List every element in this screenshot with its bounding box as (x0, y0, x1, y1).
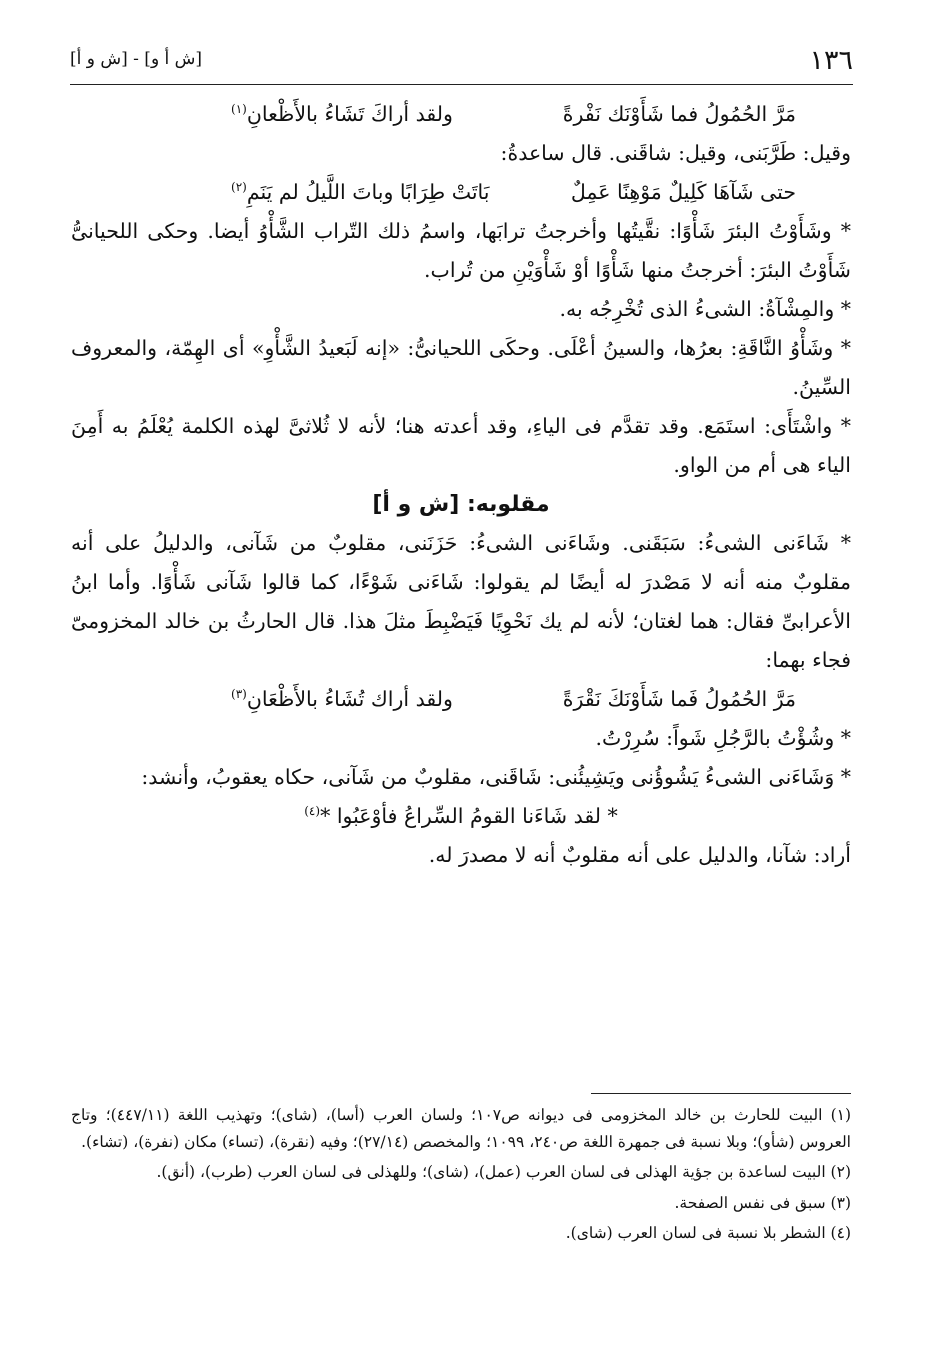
footnote: (٤) الشطر بلا نسبة فى لسان العرب (شاى). (565, 1224, 851, 1242)
page-number: ١٣٦ (809, 45, 853, 76)
verse-left-hemistich (231, 173, 490, 212)
main-text (71, 95, 851, 875)
verse-line (71, 95, 851, 134)
paragraph: * وشَأْوُ النَّاقَةِ: بعرُها، والسينُ أعْلَى. وحكَى اللحيانىُّ: «إنه لَبَعيدُ الشَّأْوِ» أى الهِمّة، والمعروف السِّينُ. (71, 336, 851, 399)
footnote: (٣) سبق فى نفس الصفحة. (674, 1193, 851, 1212)
footnote-ref: (٣) (231, 687, 247, 702)
paragraph: * وَشَاءَنى الشىءُ يَشُوؤُنى ويَشِيئُنى: شَاقَنى، مقلوبٌ من شَآنى، حكاه يعقوبُ، وأنشد: (141, 765, 851, 789)
section-title: مقلوبه: [ش و أ] (372, 492, 550, 517)
verse-left-text: بَاتَتْ طِرَابًا وباتَ اللَّيلُ لم يَنَمِ (246, 180, 490, 204)
footnote: (٢) البيت لساعدة بن جؤية الهذلى فى لسان العرب (عمل)، (شاى)؛ وللهذلى فى لسان العرب (طرب)، (أنق). (156, 1163, 851, 1181)
paragraph: * والمِشْآةُ: الشىءُ الذى تُخْرِجُه به. (559, 297, 851, 321)
verse-left-text: ولقد أراك تُشَاءُ بالأَظْعَانِ (246, 687, 453, 711)
verse-line (71, 680, 851, 719)
quoted-verse (71, 797, 851, 836)
footnote-ref: (٢) (231, 180, 247, 195)
verse-left-text: ولقد أراكَ تَشَاءُ بالأَظْعانِ (246, 102, 453, 126)
paragraph: أراد: شآنا، والدليل على أنه مقلوبٌ أنه لا مصدرَ له. (428, 843, 851, 867)
paragraph: * واشْتَأَى: استَمَع. وقد تقدَّم فى الياءِ، وقد أعدته هنا؛ لأنه لا ثُلاثىَّ لهذه الكلمة يُعْلَمُ به أَمِنَ الياء هى أم من الواو. (71, 414, 851, 477)
verse-left-hemistich (231, 95, 453, 134)
verse-line (71, 173, 851, 212)
paragraph: * شَاءَنى الشىءُ: سَبَقَنى. وشَاءَنى الشىءُ: حَزَنَنى، مقلوبٌ من شَآنى، والدليلُ على أنه مقلوبٌ منه أنه لا مَصْدرَ له أيضًا لم يقولوا: شَاءَنى شَوْءًا، كما قالوا شَآنى شَأْوًا. وأما ابنُ الأعرابىِّ فقال: هما لغتان؛ لأنه لم يك نَحْوِيًا فَيَضْبِطَ مثلَ هذا. قال الحارثُ بن خالد المخزومىّ فجاء بهما: (71, 531, 851, 672)
paragraph: وقيل: طَرَّبَنى، وقيل: شاقَنى. قال ساعدةُ: (500, 141, 851, 165)
verse-right-hemistich: مَرَّ الحُمُولُ فَما شَأَوْنَكَ نَقْرَةً (562, 687, 796, 711)
running-head: [ش أ و] - [ش و أ] (70, 49, 203, 69)
paragraph: * وشَأَوْتُ البئرَ شَأْوًا: نقَّيتُها وأخرجتُ ترابَها، واسمُ ذلك التّراب الشَّأْوُ أيضا. وحكى اللحيانىُّ شَأَوْتُ البئرَ: أخرجتُ منها شَأْوًا أوْ شَأْوَيْنِ من تُراب. (71, 219, 851, 282)
verse-right-hemistich: حتى شَآهَا كَلِيلٌ مَوْهِنًا عَمِلٌ (570, 180, 796, 204)
paragraph: * وشُؤْتُ بالرَّجُلِ شَواً: سُرِرْتُ. (595, 726, 851, 750)
footnote: (١) البيت للحارث بن خالد المخزومى فى ديوانه ص١٠٧؛ ولسان العرب (أسا)، (شاى)؛ وتهذيب اللغة (٤٤٧/١١)؛ وتاج العروس (شأو)؛ وبلا نسبة فى جمهرة اللغة ص٢٤٠، ١٠٩٩؛ والمخصص (٢٧/١٤)؛ وفيه (نقرة)، (تساء) مكان (نفرة)، (تشاء). (71, 1106, 852, 1151)
page-header (70, 40, 853, 85)
footnote-ref: (١) (231, 102, 247, 117)
footnote-ref: (٤) (304, 804, 321, 819)
verse-left-hemistich (231, 680, 453, 719)
quoted-verse-text: * لقد شَاءَنا القومُ السِّراعُ فأوْعَبُوا * (320, 804, 618, 828)
verse-right-hemistich: مَرَّ الحُمُولُ فما شَأَوْنَك نَفْرةً (562, 102, 796, 126)
footnotes (71, 1102, 851, 1251)
footnote-separator (591, 1093, 851, 1094)
